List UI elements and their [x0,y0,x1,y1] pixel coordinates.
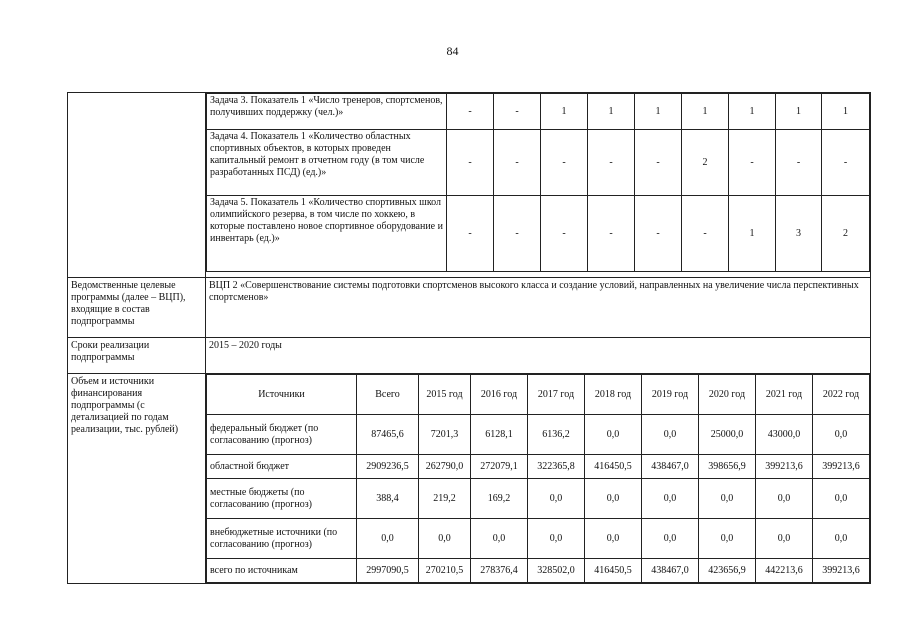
task-value: - [588,130,635,196]
finance-value: 6128,1 [471,415,528,455]
finance-data-row [207,455,870,479]
task-3-text: Задача 3. Показатель 1 «Число тренеров, спортсменов, получивших поддержку (чел.)» [207,94,447,130]
finance-value: 0,0 [419,519,471,559]
finance-value: 416450,5 [585,559,642,583]
finance-value: 416450,5 [585,455,642,479]
finance-value: 0,0 [756,519,813,559]
finance-value: 0,0 [585,519,642,559]
finance-value: 0,0 [699,519,756,559]
terms-text: 2015 – 2020 годы [206,338,871,374]
task-value: - [447,130,494,196]
finance-value: 272079,1 [471,455,528,479]
subprogram-passport-table [67,92,871,584]
task-value: 1 [729,94,776,130]
finance-source: федеральный бюджет (по согласованию (прогноз) [207,415,357,455]
task-value: - [682,196,729,272]
finance-value: 2997090,5 [357,559,419,583]
task-row [207,130,870,196]
finance-data-row [207,479,870,519]
task-value: 1 [822,94,870,130]
finance-label: Объем и источники финансирования подпрограммы (с детализацией по годам реализации, тыс. рублей) [68,374,206,584]
task-value: - [822,130,870,196]
finance-header: 2021 год [756,375,813,415]
task-row [207,94,870,130]
finance-cell [206,374,871,584]
task-value: - [494,196,541,272]
task-value: - [447,196,494,272]
task-value: 2 [682,130,729,196]
finance-value: 442213,6 [756,559,813,583]
task-value: - [541,196,588,272]
terms-label: Сроки реализации подпрограммы [68,338,206,374]
finance-header: 2018 год [585,375,642,415]
finance-value: 43000,0 [756,415,813,455]
task-value: - [541,130,588,196]
task-value: 1 [635,94,682,130]
finance-header-row [207,375,870,415]
finance-table [206,374,870,583]
task-value: - [447,94,494,130]
finance-row [68,374,871,584]
finance-total-row [207,559,870,583]
finance-value: 7201,3 [419,415,471,455]
finance-data-row [207,415,870,455]
task-value: - [588,196,635,272]
task-value: - [494,130,541,196]
finance-header: 2019 год [642,375,699,415]
task-value: 1 [682,94,729,130]
terms-row [68,338,871,374]
task-value: 1 [729,196,776,272]
finance-value: 388,4 [357,479,419,519]
finance-value: 0,0 [357,519,419,559]
finance-value: 278376,4 [471,559,528,583]
task-value: - [635,130,682,196]
task-4-text: Задача 4. Показатель 1 «Количество областных спортивных объектов, в которых проведен капитальный ремонт в отчетном году (в том числе разработанных ПСД) (ед.)» [207,130,447,196]
vcp-text: ВЦП 2 «Совершенствование системы подготовки спортсменов высокого класса и создание условий, направленных на увеличение числа перспективных спортсменов» [206,278,871,338]
page-number: 84 [446,44,459,58]
finance-source: областной бюджет [207,455,357,479]
finance-value: 328502,0 [528,559,585,583]
finance-value: 0,0 [642,519,699,559]
task-value: 3 [776,196,822,272]
finance-source: всего по источникам [207,559,357,583]
task-value: - [776,130,822,196]
finance-value: 25000,0 [699,415,756,455]
indicators-table [206,93,870,272]
finance-value: 399213,6 [813,559,870,583]
task-value: - [729,130,776,196]
indicators-cell [206,93,871,278]
task-5-text: Задача 5. Показатель 1 «Количество спортивных школ олимпийского резерва, в том числе по хоккею, в которые поставлено новое спортивное оборудование и инвентарь (ед.)» [207,196,447,272]
finance-header: 2016 год [471,375,528,415]
task-value: - [635,196,682,272]
finance-value: 169,2 [471,479,528,519]
finance-value: 438467,0 [642,559,699,583]
vcp-label: Ведомственные целевые программы (далее – ВЦП), входящие в состав подпрограммы [68,278,206,338]
finance-value: 0,0 [528,519,585,559]
finance-value: 0,0 [813,479,870,519]
finance-data-row [207,519,870,559]
finance-source: местные бюджеты (по согласованию (прогноз) [207,479,357,519]
task-value: 1 [588,94,635,130]
task-value: - [494,94,541,130]
finance-header: Всего [357,375,419,415]
finance-value: 219,2 [419,479,471,519]
finance-value: 262790,0 [419,455,471,479]
finance-value: 423656,9 [699,559,756,583]
finance-value: 398656,9 [699,455,756,479]
finance-header: 2017 год [528,375,585,415]
finance-value: 6136,2 [528,415,585,455]
finance-value: 2909236,5 [357,455,419,479]
finance-value: 322365,8 [528,455,585,479]
finance-value: 0,0 [699,479,756,519]
empty-label-cell [68,93,206,278]
finance-value: 0,0 [585,415,642,455]
task-value: 2 [822,196,870,272]
finance-value: 270210,5 [419,559,471,583]
vcp-row [68,278,871,338]
finance-value: 0,0 [642,479,699,519]
finance-value: 0,0 [528,479,585,519]
finance-value: 438467,0 [642,455,699,479]
finance-value: 0,0 [813,519,870,559]
task-value: 1 [776,94,822,130]
finance-header: 2015 год [419,375,471,415]
task-row [207,196,870,272]
finance-value: 0,0 [756,479,813,519]
finance-value: 399213,6 [756,455,813,479]
finance-value: 0,0 [642,415,699,455]
finance-header: 2022 год [813,375,870,415]
task-value: 1 [541,94,588,130]
finance-value: 0,0 [813,415,870,455]
finance-value: 87465,6 [357,415,419,455]
finance-source: внебюджетные источники (по согласованию (прогноз) [207,519,357,559]
finance-value: 0,0 [471,519,528,559]
finance-value: 0,0 [585,479,642,519]
finance-header: Источники [207,375,357,415]
finance-value: 399213,6 [813,455,870,479]
finance-header: 2020 год [699,375,756,415]
